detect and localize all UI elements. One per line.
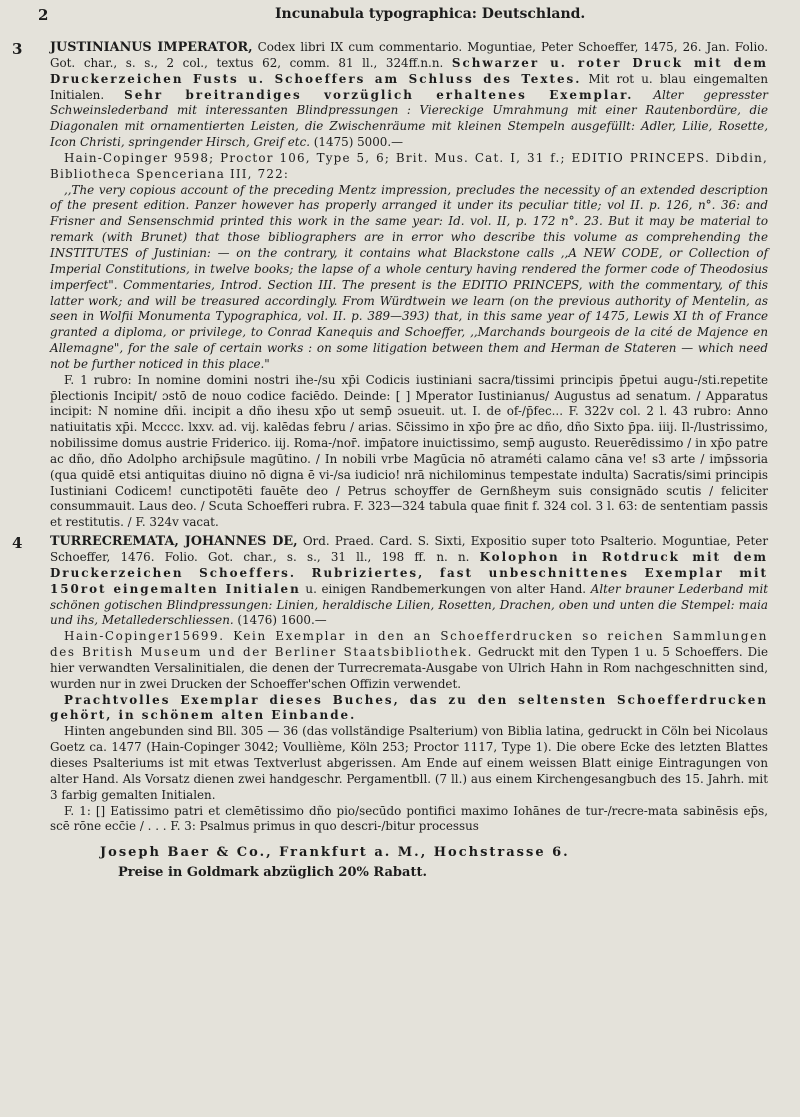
entry-heading: TURRECREMATA, JOHANNES DE, [50,534,298,550]
entry-print-note: Kolophon in Rotdruck mit dem Druckerzeichen Schoeffers. Rubriziertes, fast unbeschnittenes Exemplar mit 150rot eingemalten Initialen [50,550,768,596]
entry-binding-note: Hinten angebunden sind Bll. 305 — 36 (das vollständige Psalterium) von Biblia latina, gedruckt in Cöln bei Nicolaus Goetz ca. 1477 (Hain-Copinger 3042; Voullième, Köln 253; Proctor 1117, Type 1). Die obere Ecke des letzten Blattes dieses Psalteriums ist mit etwas Textverlust abgerissen. Am Ende auf einem weissen Blatt einige Eintragungen von alter Hand. Als Vorsatz dienen zwei handgeschr. Pergamentbll. (7 ll.) aus einem Kirchengesangbuch des 15. Jahrh. mit 3 farbig gemalten Initialen. [50,724,768,802]
discount-note: Preise in Goldmark abzüglich 20% Rabatt. [118,865,427,881]
entry-description [50,534,768,629]
entry-bibliography [50,151,768,183]
entry-binding-desc: Alter gepresster Schweinslederband mit interessanten Blindpressungen : Viereckige Umrahmung mit einer Rautenbordüre, die Diagonalen mit ornamentierten Leisten, die Zwischenräume mit kleinen Stempeln ausgefüllt: Adler, Lilie, Rosette, Icon Christi, springender Hirsch, Greif etc. [50,87,768,150]
catalogue-entry-4 [12,534,769,835]
entry-heading: JUSTINIANUS IMPERATOR, [50,40,253,55]
entry-description [50,40,768,151]
entry-rubric: F. 1: [] Eatissimo patri et clemētissimo dño pio/secūdo pontifici maximo Iohānes de tur-/recre-mata sabinēsis ep̄s, scē rōne ecc̄ie / . . . F. 3: Psalmus primus in quo descri-/bitur processus [50,803,768,834]
entry-initials-note: Mit rot u. blau eingemalten Initialen. [50,71,768,102]
entry-highlight: Prachtvolles Exemplar dieses Buches, das zu den seltensten Schoefferdrucken gehört, in schönem alten Einbande. [50,692,768,723]
dealer-address: Joseph Baer & Co., Frankfurt a. M., Hochstrasse 6. [100,845,570,861]
entry-rubric: F. 1 rubro: In nomine domini nostri ihe-/su xp̄i Codicis iustiniani sacra/tissimi principis p̄petui augu-/sti.repetite p̄lectionis Incipit/ ɔstō de nouo codice faciēdo. Deinde: [ ] Mperator Iustinianus/ Augustus ad senatum. / Apparatus incipit: N nomine dñi. incipit a dño ihesu xp̄o ut semp̄ ɔsueuit. ut. I. de of-/p̄fec... F. 322v col. 2 l. 43 rubro: Anno natiuitatis xp̄i. Mcccc. lxxv. ad. vij. kalēdas febru / arias. Sc̄issimo in xp̄o p̄re ac dño, dño Sixto p̄pa. iiij. Il-/lustrissimo, nobilissime domus austrie Friderico. iij. Roma-/nor̄. imp̄atore inuictissimo, semp̄ augusto. Reuerēdissimo / in xp̄o patre ac dño, dño Adolpho archip̄sule magūtino. / In nobili vrbe Magūcia nō atraméti calamo cāna ve! s3 arte / imp̄ssoria (qua quidē etsi antiquitas diuino nō digna ē vi-/sa iudicio! nrā nichilominus tempestate indulta) Sacratis/simi principis Iustiniani Codicem! cunctipotēti fauēte deo / Petrus schoyffer de Gernßheym suis consignādo scutis / feliciter consummauit. Laus deo. / Scuta Schoefferi rubra. F. 323—324 tabula quae finit f. 324 col. 3 l. 63: de sententiam passis et restitutis. / F. 324v vacat. [50,372,768,530]
page-header [10,6,786,40]
entry-price: (1475) 5000.— [313,135,404,150]
entry-price: (1476) 1600.— [237,613,327,628]
page-footer [100,843,786,883]
entry-number: 4 [12,534,23,553]
entry-binding-desc: Alter brauner Lederband mit schönen gotischen Blindpressungen: Linien, heraldische Lilien, Rosetten, Drachen, oben und unten die Stempel: maia und ihs, Metallederschliessen. [50,581,769,628]
entry-condition: Sehr breitrandiges vorzüglich erhaltenes Exemplar. [124,87,634,102]
entry-bibliography [50,629,768,692]
entry-print-note: Schwarzer u. roter Druck mit dem Druckerzeichen Fusts u. Schoeffers am Schluss des Textes. [50,55,769,86]
entry-biblio: Hain-Copinger 9598; Proctor 106, Type 5, 6; Brit. Mus. Cat. I, 31 f.; EDITIO PRINCEPS. Dibdin, Bibliotheca Spenceriana III, 722: [50,150,768,181]
running-title: Incunabula typographica: Deutschland. [275,6,586,22]
entry-highlight-para [50,693,768,725]
entry-intro: Codex libri IX cum commentario. Moguntiae, Peter Schoeffer, 1475, 26. Jan. Folio. Got. char., s. s., 2 col., textus 62, comm. 81 ll., 324ff.n.n. [50,40,768,70]
entry-quote: ,,The very copious account of the preceding Mentz impression, precludes the necessity of an extended description of the present edition. Panzer however has properly arranged it under its peculiar title; vol II. p. 126, n°. 36: and Frisner and Sensenschmid printed this work in the same year: Id. vol. II, p. 172 n°. 23. But it may be material to remark (with Brunet) that those bibliographers are in error who describe this volume as comprehending the INSTITUTES of Justinian: — on the contrary, it contains what Blackstone calls ,,A NEW CODE, or Collection of Imperial Constitutions, in twelve books; the lapse of a whole century having rendered the former code of Theodosius imperfect". Commentaries, Introd. Section III. The present is the EDITIO PRINCEPS, with the commentary, of this latter work; and will be treasured accordingly. From Würdtwein we learn (on the previous authority of Mentelin, as seen in Wolfii Monumenta Typographica, vol. II. p. 389—393) that, in this same year of 1475, Lewis XI th of France granted a diploma, or privilege, to Conrad Kanequis and Schoeffer, ,,Marchands bourgeois de la cité de Majence en Allemagne", for the sale of certain works : on some litigation between them and Herman de Stateren — which need not be further noticed in this place." [50,182,768,371]
catalogue-entry-3 [12,40,769,531]
entry-biblio: Hain-Copinger15699. Kein Exemplar in den an Schoefferdrucken so reichen Sammlungen des British Museum und der Berliner Staatsbibliothek. [50,629,768,660]
entry-initials-note: u. einigen Randbemerkungen von alter Hand. [305,581,587,596]
page-number: 2 [38,6,49,24]
entry-number: 3 [12,40,23,58]
entry-intro: Ord. Praed. Card. S. Sixti, Expositio super toto Psalterio. Moguntiae, Peter Schoeffer, 1476. Folio. Got. char., s. s., 31 ll., 198 ff. n. n. [50,534,769,564]
entry-biblio-note: Gedruckt mit den Typen 1 u. 5 Schoeffers. Die hier verwandten Versalinitialen, die denen der Turrecremata-Ausgabe von Ulrich Hahn in Rom nachgeschnitten sind, wurden nur in zwei Drucken der Schoeffer'schen Offizin verwendet. [50,645,769,691]
